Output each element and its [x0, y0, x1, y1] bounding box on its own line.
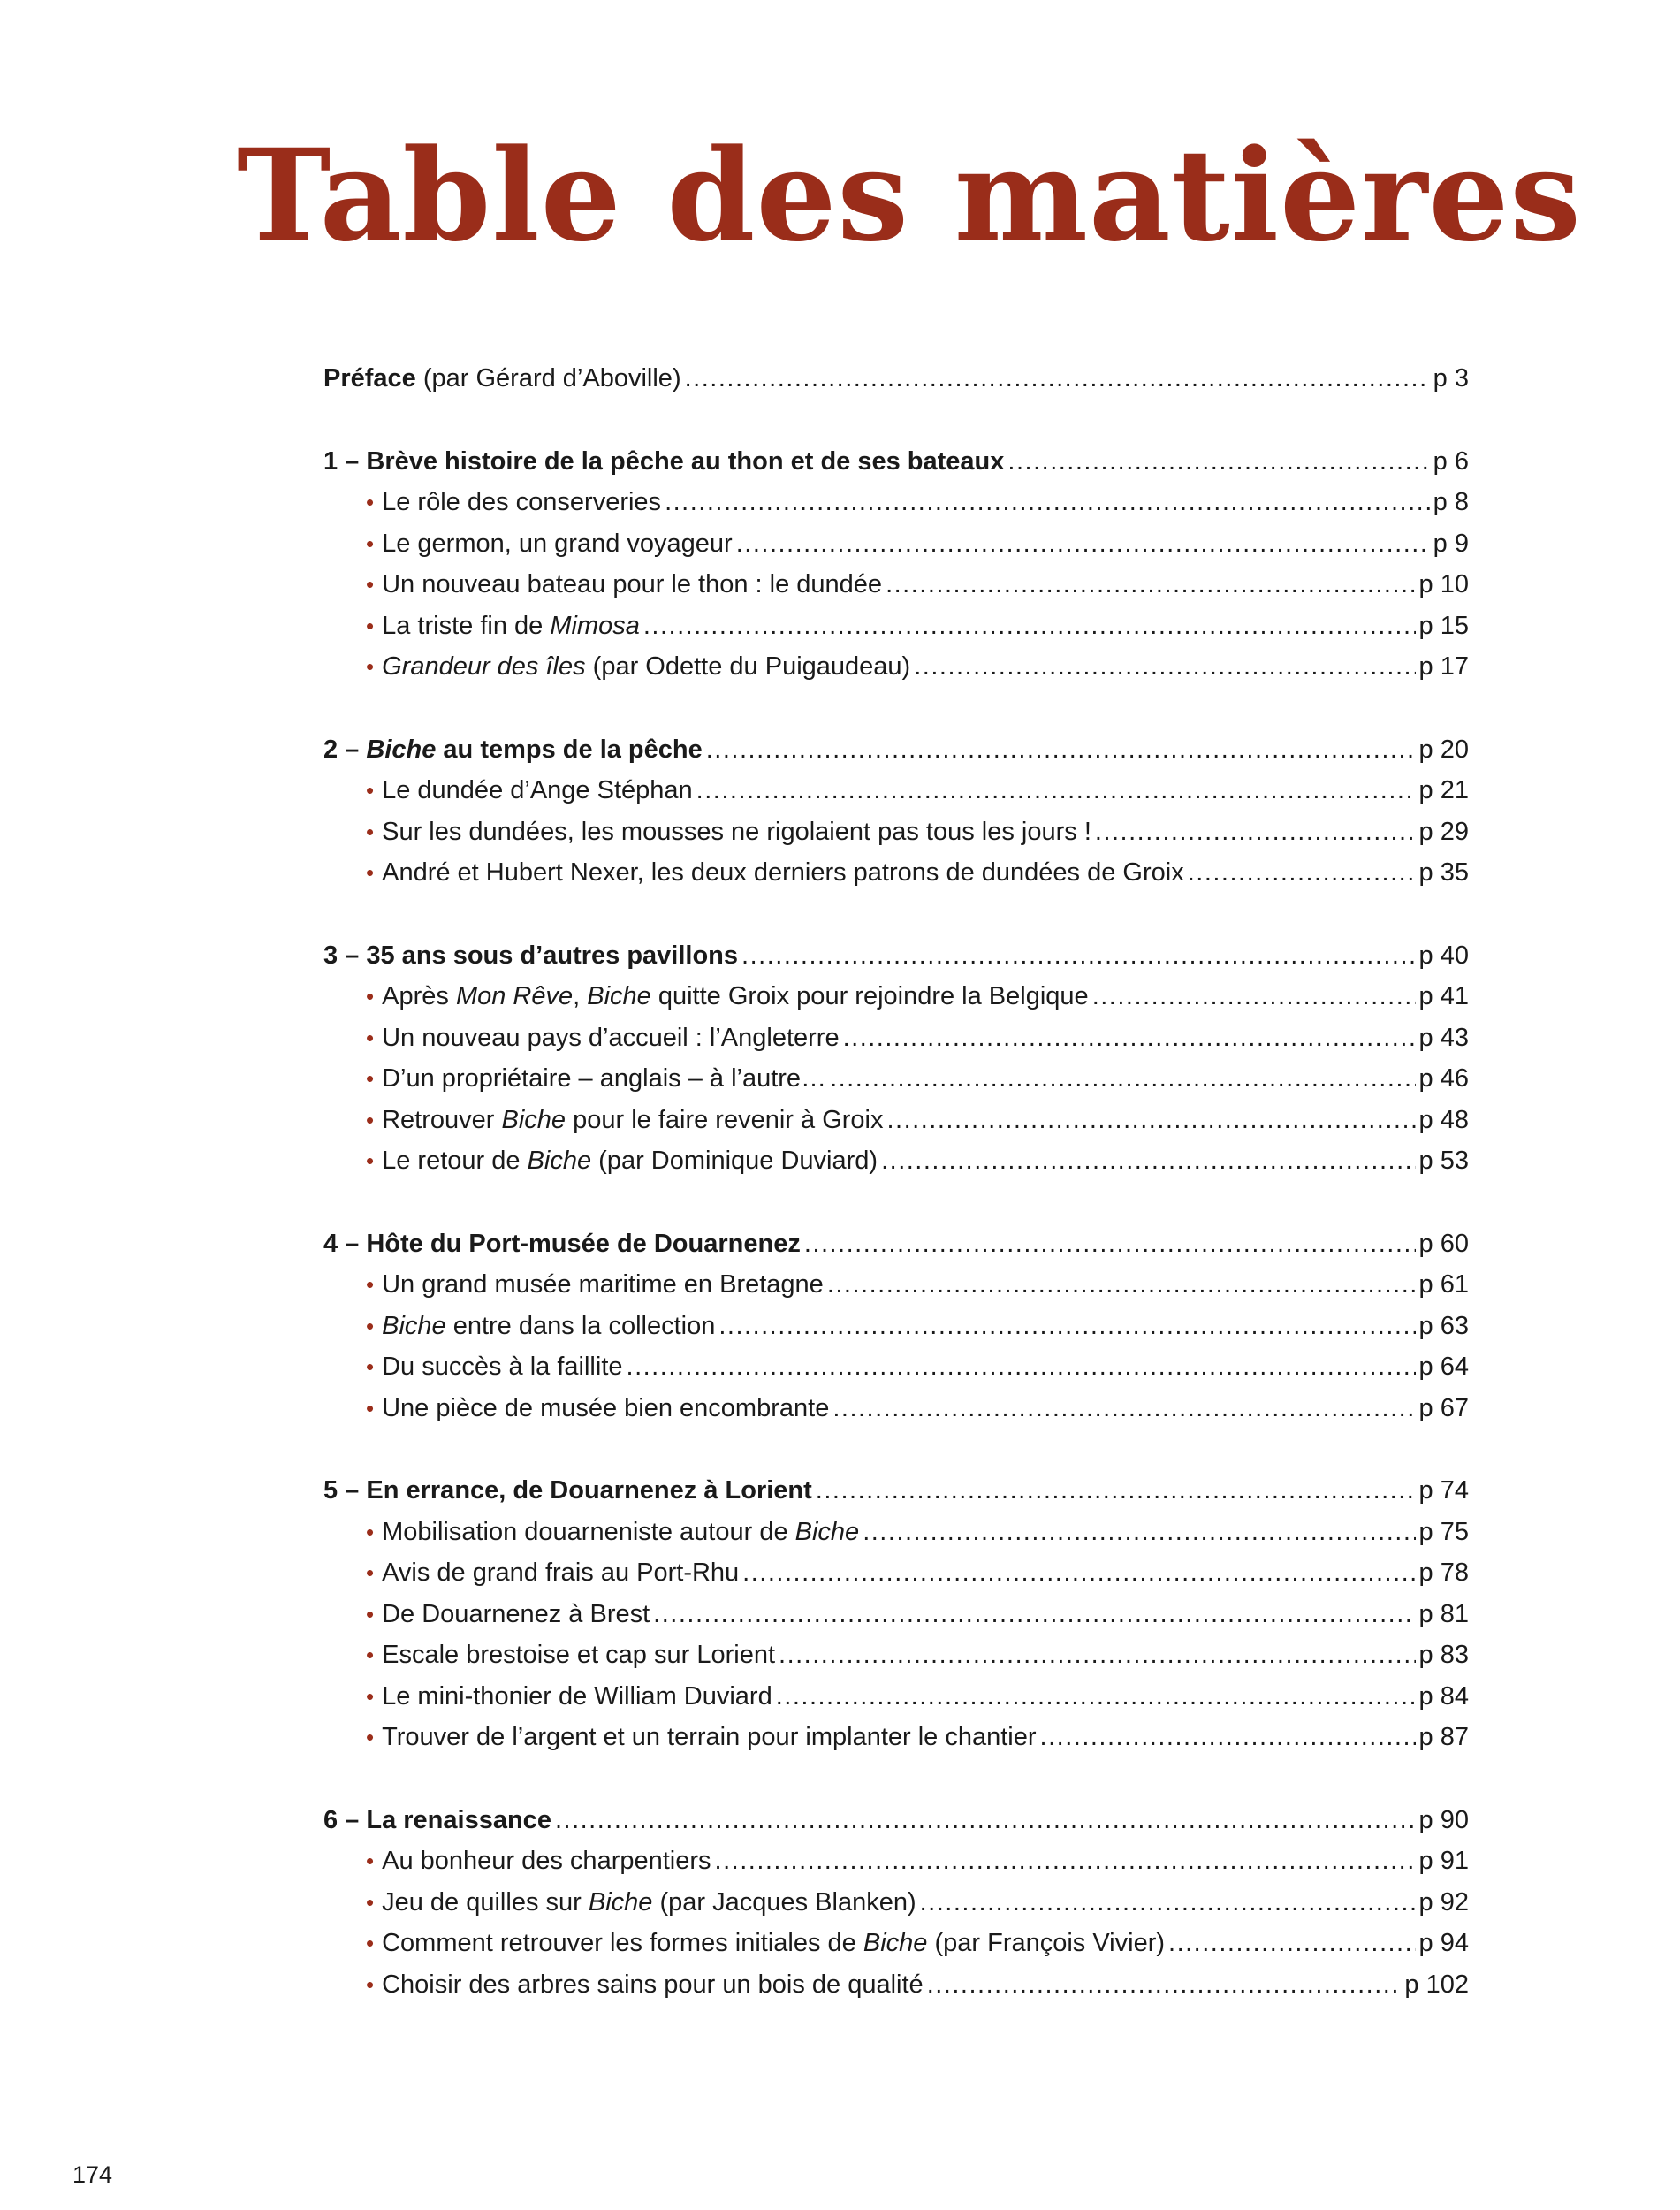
- toc-item[interactable]: [323, 1394, 1469, 1436]
- toc-entry-label: Préface (par Gérard d’Aboville): [323, 364, 681, 392]
- bullet-icon: •: [366, 1394, 375, 1421]
- toc-item[interactable]: [323, 1888, 1469, 1930]
- bullet-icon: •: [366, 1642, 375, 1668]
- toc-entry-label: Le germon, un grand voyageur: [382, 529, 733, 558]
- toc-item[interactable]: [323, 612, 1469, 653]
- bullet-icon: •: [366, 1559, 375, 1586]
- page-number: p 20: [1418, 735, 1469, 764]
- page-number: p 17: [1418, 652, 1469, 681]
- bullet-icon: •: [366, 1518, 375, 1545]
- page-number: p 46: [1418, 1064, 1469, 1093]
- dot-leader: [832, 1394, 1415, 1423]
- toc-item[interactable]: [323, 652, 1469, 694]
- bullet-icon: •: [366, 1065, 375, 1092]
- dot-leader: [881, 1147, 1415, 1176]
- dot-leader: [1007, 447, 1429, 476]
- page-number: p 41: [1418, 982, 1469, 1010]
- bullet-icon: •: [366, 1106, 375, 1133]
- toc-chapter-6[interactable]: [323, 1806, 1469, 1848]
- dot-leader: [1188, 858, 1416, 888]
- page-number: p 81: [1418, 1599, 1469, 1628]
- dot-leader: [843, 1024, 1416, 1053]
- toc-item[interactable]: [323, 1641, 1469, 1682]
- toc-chapter-2[interactable]: [323, 735, 1469, 777]
- table-of-contents: [323, 364, 1469, 2011]
- bullet-icon: •: [366, 1724, 375, 1750]
- toc-chapter-4[interactable]: [323, 1230, 1469, 1271]
- toc-item[interactable]: [323, 858, 1469, 900]
- toc-entry-label: Un nouveau pays d’accueil : l’Angleterre: [382, 1023, 840, 1052]
- page-number: p 91: [1418, 1847, 1469, 1875]
- page-number: p 102: [1404, 1970, 1469, 1999]
- page-number: p 53: [1418, 1147, 1469, 1175]
- page-number: p 60: [1418, 1229, 1469, 1258]
- page-number: p 9: [1433, 529, 1469, 558]
- dot-leader: [736, 530, 1430, 559]
- toc-item[interactable]: [323, 818, 1469, 859]
- page-number: p 6: [1433, 446, 1469, 476]
- dot-leader: [685, 364, 1430, 393]
- toc-entry-label: La triste fin de Mimosa: [382, 611, 640, 640]
- toc-item[interactable]: [323, 570, 1469, 612]
- toc-entry-label: Biche entre dans la collection: [382, 1311, 716, 1340]
- toc-entry-label: Une pièce de musée bien encombrante: [382, 1393, 830, 1422]
- dot-leader: [643, 612, 1416, 641]
- chapter-title: 3 – 35 ans sous d’autres pavillons: [323, 941, 739, 970]
- dot-leader: [1095, 818, 1416, 847]
- page-number: p 75: [1418, 1517, 1469, 1546]
- page-number: p 63: [1418, 1311, 1469, 1340]
- chapter-title: 5 – En errance, de Douarnenez à Lorient: [323, 1476, 812, 1505]
- bullet-icon: •: [366, 530, 375, 557]
- bullet-icon: •: [366, 1930, 375, 1956]
- dot-leader: [776, 1682, 1416, 1711]
- toc-chapter-3[interactable]: [323, 941, 1469, 983]
- toc-entry-label: Sur les dundées, les mousses ne rigolaient pas tous les jours !: [382, 817, 1091, 846]
- chapter-title: 6 – La renaissance: [323, 1805, 551, 1834]
- page-number: p 74: [1418, 1476, 1469, 1505]
- bullet-icon: •: [366, 859, 375, 886]
- page-number: p 43: [1418, 1023, 1469, 1052]
- bullet-icon: •: [366, 983, 375, 1010]
- toc-item[interactable]: [323, 982, 1469, 1024]
- toc-entry-label: Le dundée d’Ange Stéphan: [382, 776, 693, 804]
- toc-entry-label: Au bonheur des charpentiers: [382, 1847, 711, 1875]
- bullet-icon: •: [366, 489, 375, 515]
- dot-leader: [555, 1806, 1416, 1835]
- bullet-icon: •: [366, 1970, 375, 1998]
- toc-item[interactable]: [323, 1353, 1469, 1394]
- page-number: p 64: [1418, 1353, 1469, 1381]
- page-number: p 61: [1418, 1270, 1469, 1299]
- toc-entry-label: Grandeur des îles (par Odette du Puigaudeau): [382, 652, 911, 681]
- page-number: p 8: [1433, 488, 1469, 516]
- page-number: p 83: [1418, 1641, 1469, 1669]
- page-number: p 48: [1418, 1105, 1469, 1134]
- toc-entry-label: Mobilisation douarneniste autour de Biche: [382, 1517, 860, 1546]
- dot-leader: [696, 776, 1416, 805]
- page-number: p 94: [1418, 1929, 1469, 1957]
- toc-item[interactable]: [323, 1024, 1469, 1065]
- dot-leader: [665, 488, 1430, 517]
- dot-leader: [1168, 1929, 1416, 1958]
- toc-entry-label: D’un propriétaire – anglais – à l’autre…: [382, 1064, 827, 1093]
- page-number: p 21: [1418, 776, 1469, 804]
- toc-item[interactable]: [323, 1518, 1469, 1559]
- dot-leader: [742, 1558, 1415, 1588]
- chapter-title: 1 – Brève histoire de la pêche au thon et de ses bateaux: [323, 446, 1005, 476]
- toc-item[interactable]: [323, 1270, 1469, 1312]
- toc-item[interactable]: [323, 1064, 1469, 1106]
- dot-leader: [816, 1476, 1416, 1505]
- bullet-icon: •: [366, 1147, 375, 1174]
- dot-leader: [927, 1970, 1402, 2000]
- toc-entry-label: Un grand musée maritime en Bretagne: [382, 1270, 824, 1299]
- dot-leader: [706, 735, 1416, 765]
- toc-item[interactable]: [323, 776, 1469, 818]
- toc-entry-label: Le mini-thonier de William Duviard: [382, 1681, 772, 1711]
- bullet-icon: •: [366, 653, 375, 680]
- toc-item[interactable]: [323, 488, 1469, 530]
- page-number: p 67: [1418, 1393, 1469, 1422]
- page-number: p 90: [1418, 1805, 1469, 1834]
- dot-leader: [920, 1888, 1416, 1917]
- toc-item[interactable]: [323, 1106, 1469, 1147]
- bullet-icon: •: [366, 1848, 375, 1874]
- page-number: p 87: [1418, 1723, 1469, 1751]
- toc-item[interactable]: [323, 1847, 1469, 1888]
- toc-item[interactable]: [323, 1970, 1469, 2012]
- page-number: p 15: [1418, 611, 1469, 640]
- bullet-icon: •: [366, 1353, 375, 1380]
- toc-entry-label: Retrouver Biche pour le faire revenir à Groix: [382, 1105, 884, 1134]
- page-title: Table des matières: [237, 121, 1582, 270]
- toc-item[interactable]: [323, 530, 1469, 571]
- toc-entry-label: Un nouveau bateau pour le thon : le dundée: [382, 570, 883, 598]
- toc-entry-label: Le rôle des conserveries: [382, 488, 662, 516]
- dot-leader: [830, 1064, 1415, 1094]
- dot-leader: [804, 1230, 1416, 1259]
- bullet-icon: •: [366, 1312, 375, 1339]
- dot-leader: [627, 1353, 1416, 1382]
- dot-leader: [741, 941, 1416, 971]
- toc-entry-label: Choisir des arbres sains pour un bois de qualité: [382, 1970, 924, 1999]
- bullet-icon: •: [366, 612, 375, 639]
- toc-entry-label: Jeu de quilles sur Biche (par Jacques Blanken): [382, 1887, 916, 1917]
- toc-item[interactable]: [323, 1558, 1469, 1600]
- toc-entry-label: Comment retrouver les formes initiales de Biche (par François Vivier): [382, 1929, 1166, 1957]
- page-number: p 92: [1418, 1887, 1469, 1917]
- toc-chapter-1[interactable]: [323, 447, 1469, 489]
- page-number: p 84: [1418, 1681, 1469, 1711]
- toc-item[interactable]: [323, 1600, 1469, 1642]
- bullet-icon: •: [366, 1024, 375, 1051]
- toc-item[interactable]: [323, 1312, 1469, 1353]
- dot-leader: [1040, 1723, 1416, 1752]
- dot-leader: [718, 1312, 1415, 1341]
- toc-entry-label: Avis de grand frais au Port-Rhu: [382, 1558, 740, 1587]
- page-number: p 3: [1433, 364, 1469, 392]
- toc-chapter-5[interactable]: [323, 1476, 1469, 1518]
- toc-item[interactable]: [323, 1723, 1469, 1764]
- toc-entry-label: Du succès à la faillite: [382, 1353, 623, 1381]
- dot-leader: [1092, 982, 1416, 1011]
- bullet-icon: •: [366, 1682, 375, 1710]
- page-number: p 35: [1418, 858, 1469, 887]
- bullet-icon: •: [366, 571, 375, 598]
- toc-entry-label: Trouver de l’argent et un terrain pour implanter le chantier: [382, 1723, 1037, 1751]
- dot-leader: [886, 570, 1415, 599]
- dot-leader: [653, 1600, 1415, 1629]
- page-number: p 29: [1418, 817, 1469, 846]
- bullet-icon: •: [366, 1271, 375, 1298]
- dot-leader: [886, 1106, 1415, 1135]
- toc-entry-label: Le retour de Biche (par Dominique Duviard): [382, 1147, 878, 1175]
- dot-leader: [779, 1641, 1416, 1670]
- page-folio: 174: [72, 2161, 113, 2188]
- bullet-icon: •: [366, 1600, 375, 1627]
- bullet-icon: •: [366, 818, 375, 845]
- bullet-icon: •: [366, 777, 375, 804]
- dot-leader: [914, 652, 1415, 682]
- toc-item[interactable]: [323, 1147, 1469, 1188]
- toc-entry-label: André et Hubert Nexer, les deux derniers patrons de dundées de Groix: [382, 858, 1184, 887]
- chapter-title: 4 – Hôte du Port-musée de Douarnenez: [323, 1229, 801, 1258]
- toc-entry-label: De Douarnenez à Brest: [382, 1599, 650, 1628]
- toc-entry-label: Après Mon Rêve, Biche quitte Groix pour rejoindre la Belgique: [382, 982, 1089, 1010]
- page-number: p 10: [1418, 570, 1469, 598]
- page-number: p 40: [1418, 941, 1469, 970]
- bullet-icon: •: [366, 1888, 375, 1916]
- page-number: p 78: [1418, 1558, 1469, 1587]
- chapter-title: 2 – Biche au temps de la pêche: [323, 735, 703, 764]
- dot-leader: [863, 1518, 1415, 1547]
- toc-entry-label: Escale brestoise et cap sur Lorient: [382, 1641, 776, 1669]
- dot-leader: [827, 1270, 1416, 1299]
- toc-item[interactable]: [323, 1929, 1469, 1970]
- dot-leader: [715, 1847, 1416, 1876]
- toc-item[interactable]: [323, 1682, 1469, 1724]
- toc-preface[interactable]: [323, 364, 1469, 406]
